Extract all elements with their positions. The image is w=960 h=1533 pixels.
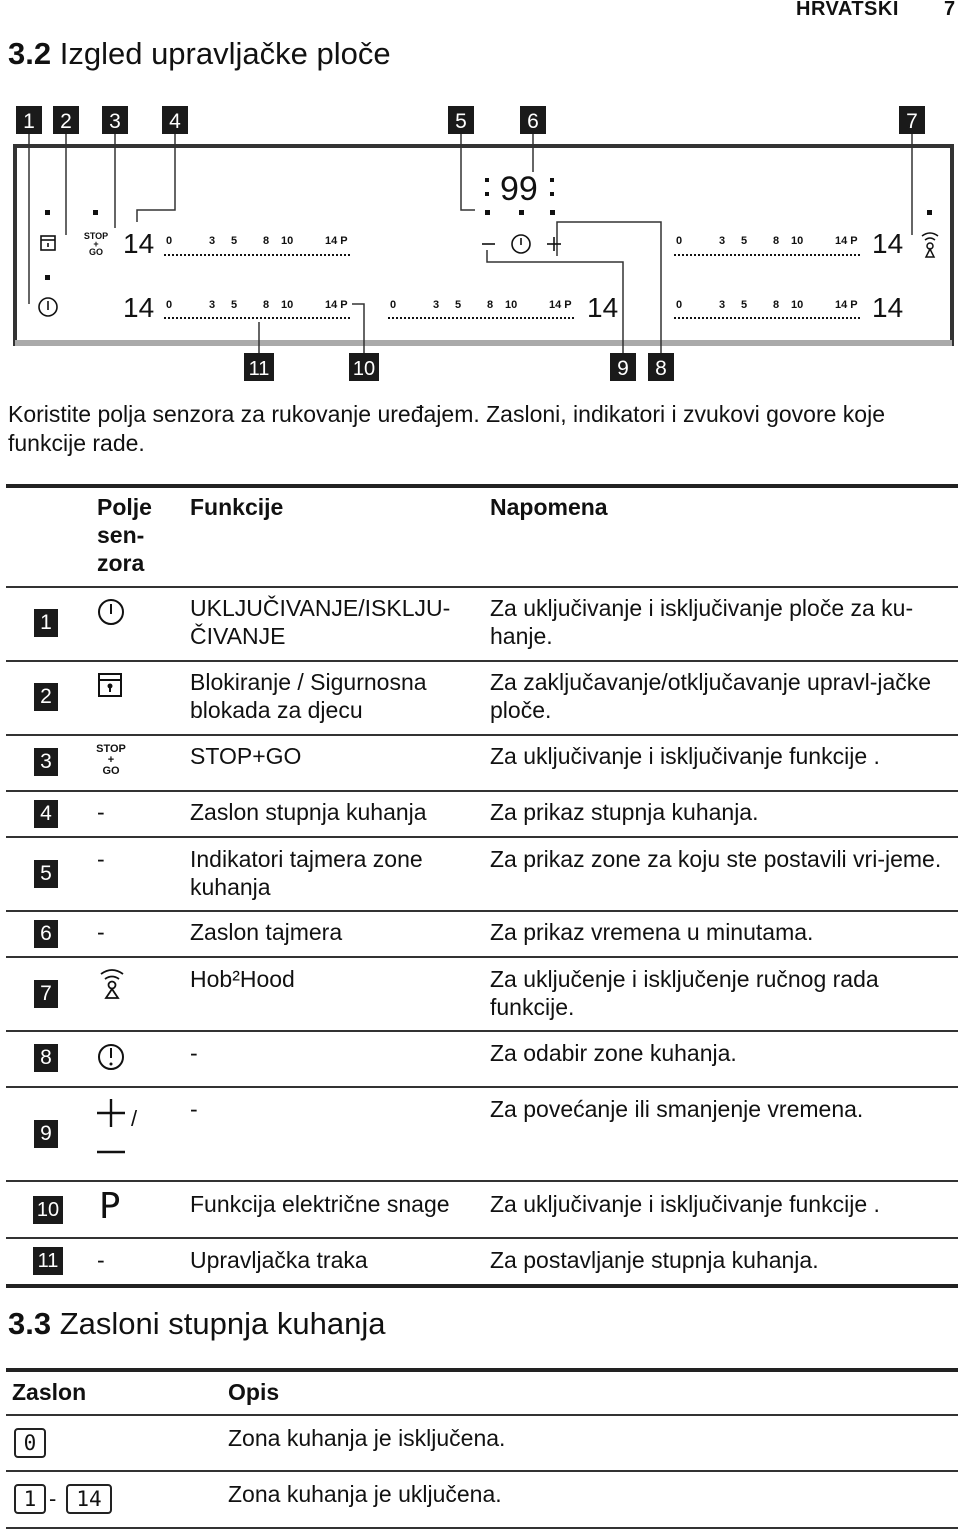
row-divider	[6, 1414, 958, 1416]
header-note: Napomena	[490, 494, 608, 520]
row-divider	[6, 910, 958, 912]
svg-text:0: 0	[166, 235, 173, 247]
display-range-sep: -	[49, 1486, 57, 1511]
svg-text:9: 9	[617, 357, 629, 380]
svg-text:8: 8	[773, 235, 780, 247]
row-divider	[6, 734, 958, 736]
timer-display: 99	[500, 170, 538, 208]
row-divider	[6, 790, 958, 792]
row-note: Za prikaz zone za koju ste postavili vri-jeme.	[490, 846, 942, 872]
callout-7	[899, 106, 925, 134]
row-function: Hob²Hood	[190, 966, 295, 992]
row-function: Zaslon stupnja kuhanja	[190, 799, 427, 825]
row-function: -	[190, 1040, 198, 1066]
svg-text:5: 5	[455, 110, 467, 133]
row-divider	[6, 1527, 958, 1529]
row-number: 10	[33, 1196, 63, 1224]
header-display: Zaslon	[12, 1379, 87, 1405]
control-panel-diagram	[0, 100, 960, 390]
row-note: Za povećanje ili smanjenje vremena.	[490, 1096, 864, 1122]
row-divider	[6, 1470, 958, 1472]
header-description: Opis	[228, 1379, 280, 1405]
svg-text:10: 10	[281, 235, 294, 247]
level-display: 14	[123, 228, 155, 259]
row-divider	[6, 586, 958, 588]
svg-text:+: +	[93, 239, 99, 249]
svg-text:10: 10	[505, 299, 518, 311]
row-function: STOP+GO	[190, 743, 302, 769]
row-number: 9	[34, 1120, 58, 1148]
row-function: UKLJUČIVANJE/ISKLJU-ČIVANJE	[190, 595, 451, 649]
svg-text:14 P: 14 P	[835, 235, 858, 247]
row-number: 2	[34, 683, 58, 711]
svg-text:0: 0	[390, 299, 397, 311]
display-desc: Zona kuhanja je isključena.	[228, 1425, 506, 1451]
hob2hood-icon	[97, 966, 127, 1002]
svg-text:2: 2	[60, 110, 72, 133]
display-fourteen: 14	[66, 1484, 112, 1514]
row-note: Za uključenje i isključenje ručnog rada funkcije.	[490, 966, 879, 1020]
row-note: Za zaključavanje/otključavanje upravl-jačke ploče.	[490, 669, 932, 723]
svg-text:8: 8	[487, 299, 494, 311]
svg-text:14 P: 14 P	[549, 299, 572, 311]
callout-8	[648, 353, 674, 381]
row-divider	[6, 956, 958, 958]
callout-9	[610, 353, 636, 381]
section-number: 3.2	[8, 36, 52, 71]
plus-minus-icon	[94, 1097, 128, 1163]
row-note: Za uključivanje i isključivanje ploče za ku-hanje.	[490, 595, 914, 649]
row-note: Za uključivanje i isključivanje funkcije .	[490, 743, 880, 769]
display-table-top-rule	[6, 1368, 958, 1372]
svg-text:4: 4	[169, 110, 181, 133]
row-number: 5	[34, 860, 58, 888]
row-function: Blokiranje / Sigurnosna blokada za djecu	[190, 669, 427, 723]
section-title: Izgled upravljačke ploče	[59, 36, 391, 71]
svg-text:STOP: STOP	[83, 231, 109, 241]
svg-text:8: 8	[263, 299, 270, 311]
row-function: Indikatori tajmera zone kuhanja	[190, 846, 423, 900]
language-label: HRVATSKI	[796, 0, 899, 20]
level-display: 14	[587, 292, 619, 323]
svg-text:0: 0	[166, 299, 173, 311]
row-number: 11	[33, 1247, 63, 1275]
callout-1	[16, 106, 42, 134]
svg-text:0: 0	[676, 235, 683, 247]
svg-text:GO: GO	[88, 247, 104, 257]
row-number: 6	[34, 920, 58, 948]
callout-2	[53, 106, 79, 134]
row-divider	[6, 836, 958, 838]
svg-text:14 P: 14 P	[325, 235, 348, 247]
svg-text:1: 1	[23, 110, 35, 133]
row-note: Za prikaz vremena u minutama.	[490, 919, 814, 945]
row-number: 7	[34, 980, 58, 1008]
svg-text:14 P: 14 P	[325, 299, 348, 311]
svg-text:10: 10	[281, 299, 294, 311]
callout-3	[102, 106, 128, 134]
svg-text:5: 5	[741, 235, 748, 247]
callout-4	[162, 106, 188, 134]
svg-text:14 P: 14 P	[835, 299, 858, 311]
row-number: 8	[34, 1044, 58, 1072]
section-number: 3.3	[8, 1306, 52, 1341]
section-title: Zasloni stupnja kuhanja	[59, 1306, 386, 1341]
row-function: -	[190, 1096, 198, 1122]
row-icon-text: -	[97, 1247, 105, 1273]
header-field: Polje sen- zora	[97, 494, 152, 576]
timer-icon	[96, 1041, 126, 1073]
svg-text:5: 5	[741, 299, 748, 311]
level-display: 14	[872, 292, 904, 323]
row-icon-text: -	[97, 919, 105, 945]
intro-text: Koristite polja senzora za rukovanje uređajem. Zasloni, indikatori i zvukovi govore koje funkcije rade.	[8, 401, 885, 456]
table-bottom-rule	[6, 1284, 958, 1288]
row-icon-text: /	[131, 1106, 138, 1131]
svg-text:5: 5	[231, 299, 238, 311]
display-one: 1	[14, 1484, 46, 1514]
svg-text:6: 6	[527, 110, 539, 133]
callout-10	[349, 353, 379, 381]
svg-text:8: 8	[263, 235, 270, 247]
level-display: 14	[123, 292, 155, 323]
row-note: Za odabir zone kuhanja.	[490, 1040, 737, 1066]
svg-text:5: 5	[455, 299, 462, 311]
row-divider	[6, 660, 958, 662]
row-divider	[6, 1086, 958, 1088]
svg-text:0: 0	[676, 299, 683, 311]
row-divider	[6, 1180, 958, 1182]
section-3-2-heading	[8, 36, 391, 72]
svg-text:3: 3	[719, 299, 726, 311]
callout-5	[448, 106, 474, 134]
stop-go-icon: STOP + GO	[96, 743, 126, 777]
svg-text:3: 3	[433, 299, 440, 311]
display-desc: Zona kuhanja je uključena.	[228, 1481, 502, 1507]
lock-icon	[96, 671, 126, 701]
page-number: 7	[944, 0, 956, 20]
row-note: Za postavljanje stupnja kuhanja.	[490, 1247, 819, 1273]
svg-text:5: 5	[231, 235, 238, 247]
svg-text:10: 10	[352, 358, 376, 380]
row-number: 4	[34, 800, 58, 828]
row-note: Za prikaz stupnja kuhanja.	[490, 799, 759, 825]
row-number: 3	[34, 748, 58, 776]
callout-11	[244, 353, 274, 381]
callout-6	[520, 106, 546, 134]
svg-text:3: 3	[209, 235, 216, 247]
row-number: 1	[34, 609, 58, 637]
svg-text:8: 8	[773, 299, 780, 311]
level-display: 14	[872, 228, 904, 259]
table-top-rule	[6, 484, 958, 488]
panel-bottom-edge	[15, 340, 952, 346]
row-icon-text: -	[97, 846, 105, 872]
power-p-icon: P	[99, 1186, 121, 1227]
svg-text:10: 10	[791, 235, 804, 247]
display-zero: 0	[14, 1428, 46, 1458]
header-functions: Funkcije	[190, 494, 284, 520]
row-function: Upravljačka traka	[190, 1247, 368, 1273]
panel-frame	[15, 146, 952, 344]
row-divider	[6, 1030, 958, 1032]
svg-text:11: 11	[248, 358, 270, 380]
svg-text:7: 7	[906, 110, 918, 133]
row-function: Zaslon tajmera	[190, 919, 343, 945]
power-icon	[96, 597, 126, 627]
svg-text:3: 3	[109, 110, 121, 133]
row-divider	[6, 1237, 958, 1239]
row-icon-text: -	[97, 799, 105, 825]
svg-text:3: 3	[209, 299, 216, 311]
row-note: Za uključivanje i isključivanje funkcije .	[490, 1191, 880, 1217]
svg-text:3: 3	[719, 235, 726, 247]
svg-text:8: 8	[655, 357, 667, 380]
svg-text:10: 10	[791, 299, 804, 311]
row-function: Funkcija električne snage	[190, 1191, 450, 1217]
section-3-3-heading	[8, 1306, 385, 1342]
